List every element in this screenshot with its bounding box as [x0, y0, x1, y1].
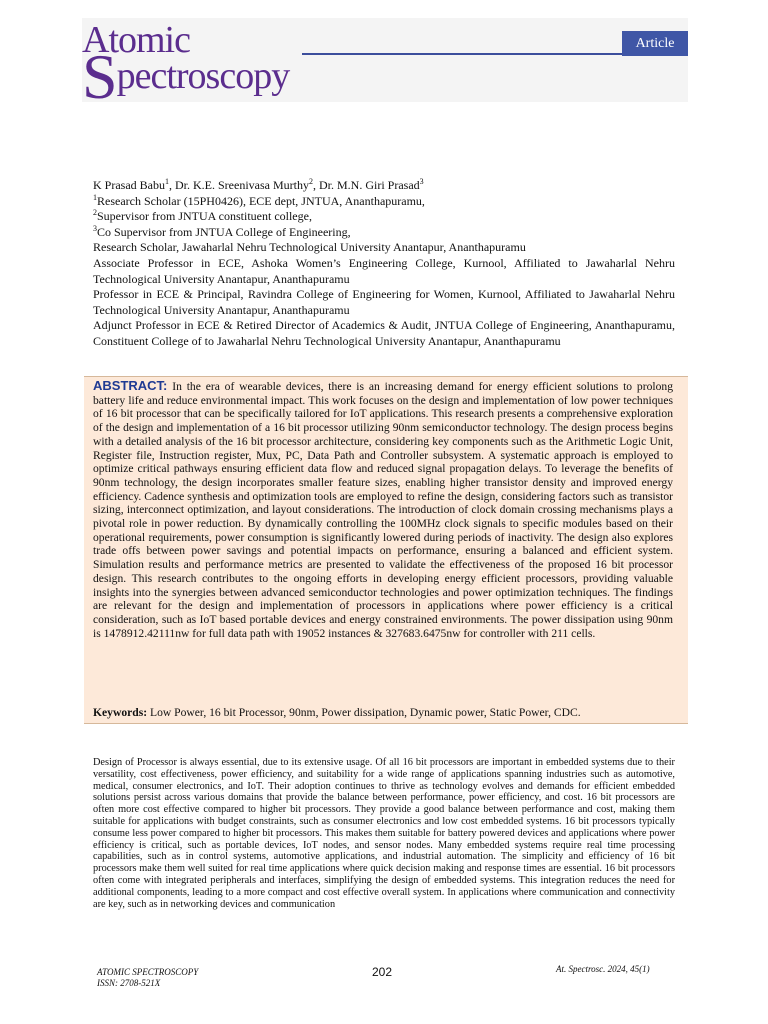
affiliation-1 — [93, 194, 675, 210]
author-block — [93, 178, 675, 350]
logo-word-atomic: Atomic — [82, 19, 190, 61]
footer-journal-name: ATOMIC SPECTROSCOPY — [97, 967, 199, 977]
author-2: Dr. K.E. Sreenivasa Murthy — [175, 178, 309, 192]
body-paragraph: Design of Processor is always essential, due to its extensive usage. Of all 16 bit processors are important in embedded systems due to their versatility, cost effectiveness, power efficiency, and suitability for a wide range of applications spanning industries such as automotive, medical, consumer electronics, and IoT. Their adoption continues to thrive as technology evolves and demands for efficient embedded solutions persist across various domains that provide the balance between performance, power efficiency, and cost. 16 bit processors are often more cost effective compared to higher bit processors. They provide a good balance between performance and cost, making them suitable for applications with budget constraints, such as consumer electronics and low cost embedded systems. 16 bit processors typically consume less power compared to higher bit processors. This makes them suitable for battery powered devices and applications where power efficiency is critical, such as portable devices, IoT nodes, and sensor nodes. Many embedded systems require real time processing capabilities, such as in control systems, automotive applications, and industrial automation. The simplicity and efficiency of 16 bit processors make them well suited for real time applications where quick decision making and response times are essential. 16 bit processors often come with integrated peripherals and interfaces, simplifying the design of embedded systems. This integration reduces the need for additional components, leading to a more compact and cost effective overall system. In applications where communication and connectivity are key, such as in networking devices and communication — [93, 757, 675, 910]
logo-word-rest: pectroscopy — [116, 55, 290, 97]
author-1: K Prasad Babu — [93, 178, 165, 192]
article-type-badge: Article — [622, 31, 688, 56]
author-separator: , — [169, 178, 175, 192]
footer-citation: At. Spectrosc. 2024, 45(1) — [556, 964, 650, 974]
affiliation-2 — [93, 209, 675, 225]
author-names — [93, 178, 675, 194]
keywords-list: Low Power, 16 bit Processor, 90nm, Power dissipation, Dynamic power, Static Power, CDC. — [147, 706, 581, 719]
journal-logo — [80, 16, 320, 112]
abstract-heading: ABSTRACT: — [93, 378, 168, 393]
abstract-box — [84, 376, 688, 724]
affiliation-3-text: Co Supervisor from JNTUA College of Engineering, — [97, 224, 351, 239]
affiliation-detail-4: Adjunct Professor in ECE & Retired Director of Academics & Audit, JNTUA College of Engineering, Ananthapuramu, Constituent College of to Jawaharlal Nehru Technological University Anantapur, Ananthapuramu — [93, 318, 675, 348]
author-3: Dr. M.N. Giri Prasad — [318, 178, 420, 192]
author-1-sup: 1 — [165, 177, 169, 186]
footer-journal — [97, 967, 198, 989]
affiliation-1-sup: 1 — [93, 192, 97, 202]
logo-word-spectroscopy — [82, 41, 290, 112]
affiliation-2-sup: 2 — [93, 208, 97, 218]
abstract — [93, 379, 673, 640]
logo-big-s: S — [82, 41, 117, 112]
author-separator: , — [312, 178, 319, 192]
affiliation-1-text: Research Scholar (15PH0426), ECE dept, JNTUA, Ananthapuramu, — [97, 193, 425, 208]
page-number: 202 — [372, 965, 393, 979]
affiliation-detail-1: Research Scholar, Jawaharlal Nehru Technological University Anantapur, Ananthapuramu — [93, 240, 526, 255]
header-rule — [302, 53, 622, 55]
author-3-sup: 3 — [419, 177, 424, 186]
keywords — [93, 706, 673, 720]
affiliation-detail-2: Associate Professor in ECE, Ashoka Women’s Engineering College, Kurnool, Affiliated to Jawaharlal Nehru Technological University Anantapur, Ananthapuramu — [93, 255, 675, 286]
footer-issn: ISSN: 2708-521X — [97, 978, 161, 988]
affiliation-3 — [93, 225, 675, 241]
affiliation-3-sup: 3 — [93, 223, 97, 233]
affiliation-detail-3: Professor in ECE & Principal, Ravindra College of Engineering for Women, Kurnool, Affiliated to Jawaharlal Nehru Technological University Anantapur, Ananthapuramu — [93, 287, 675, 317]
affiliation-2-text: Supervisor from JNTUA constituent college, — [97, 209, 312, 224]
author-2-sup: 2 — [308, 177, 313, 186]
keywords-label: Keywords: — [93, 706, 148, 719]
abstract-body: In the era of wearable devices, there is an increasing demand for energy efficient solutions to prolong battery life and reduce environmental impact. This work focuses on the design and implementation of low power techniques of 16 bit processor that can be specifically tailored for IoT applications. This research presents a comprehensive exploration of the design and implementation of a 16 bit processor utilizing 90nm semiconductor technology. The design process begins with a detailed analysis of the 16 bit processor architecture, considering key components such as the Arithmetic Logic Unit, Register file, Instruction register, Mux, PC, Data Path and Controller subsystem. A systematic approach is employed to optimize critical pathways ensuring efficient data flow and reduced signal propagation delays. To leverage the benefits of 90nm technology, the design incorporates smaller feature sizes, enabling higher transistor density and improved energy efficiency. Cadence synthesis and optimization tools are employed to refine the design, considering factors such as transistor sizing, interconnect optimization, and layout considerations. The introduction of clock domain crossing mechanisms plays a pivotal role in power reduction. By dynamically controlling the 100MHz clock signals to specific modules based on their operational requirements, power consumption is significantly lowered during periods of inactivity. The design also explores trade offs between power savings and potential impacts on performance, ensuring a balanced and efficient system. Simulation results and performance metrics are presented to validate the effectiveness of the proposed 16 bit processor design. This research contributes to the ongoing efforts in developing energy efficient processors, providing valuable insights into the synergies between advanced semiconductor technologies and power optimization techniques. The findings are relevant for the design and implementation of processors in applications where power efficiency is a critical consideration, such as IoT based portable devices and energy constrained environments. The power dissipation using 90nm is 1478912.42111nw for full data path with 19052 instances & 327683.6475nw for controller with 211 cells. — [93, 380, 673, 640]
